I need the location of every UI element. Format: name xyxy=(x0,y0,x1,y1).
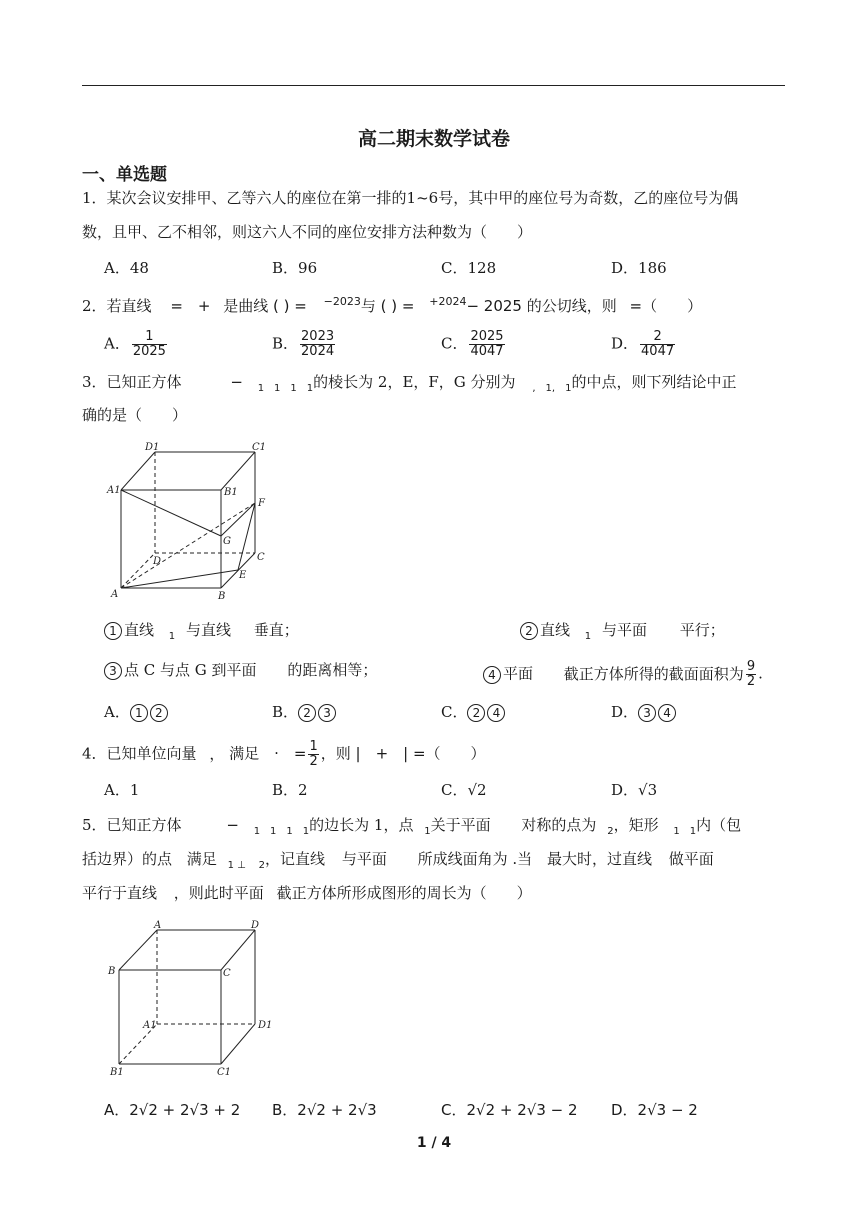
q5-line2f: 与平面 xyxy=(341,850,387,868)
q2-option-b-frac xyxy=(300,330,335,359)
q2-option-b-den: 2024 xyxy=(301,344,335,359)
q3-s2b: 1 xyxy=(584,631,592,642)
label-a1: A1 xyxy=(143,1020,157,1031)
label-a: A xyxy=(154,920,162,931)
q4-frac xyxy=(308,740,318,769)
q2-exp1: −2023 xyxy=(323,295,361,308)
q2-stem xyxy=(82,292,702,316)
circle-icon: 4 xyxy=(487,704,505,722)
q5-line3 xyxy=(82,883,532,903)
q2-tail: − 2025 的公切线，则 xyxy=(466,297,617,315)
q2-f2: ( ) = xyxy=(380,297,415,315)
q3-option-b-label: B． xyxy=(272,703,299,721)
circle-1-icon: 1 xyxy=(104,622,122,640)
q4-frac-den: 2 xyxy=(309,754,318,769)
q3-line1b: − xyxy=(230,373,243,391)
q1-option-a[interactable]: A．48 xyxy=(104,259,149,277)
q5-line1i: ，矩形 xyxy=(613,816,659,834)
q3-line1a: 3．已知正方体 xyxy=(82,373,182,391)
q4-comma: ， xyxy=(209,744,225,763)
label-c1: C1 xyxy=(217,1067,232,1078)
q5-line1f: 关于平面 xyxy=(430,816,491,834)
q3-s1a: 直线 xyxy=(124,621,155,639)
q2-f1: ( ) = xyxy=(273,297,307,315)
q4-option-d[interactable]: D．√3 xyxy=(611,781,658,799)
q5-option-a[interactable]: A．2√2 + 2√3 + 2 xyxy=(104,1101,241,1119)
q5-option-b[interactable]: B．2√2 + 2√3 xyxy=(272,1101,377,1119)
hidden-edge-ad xyxy=(121,553,155,588)
label-f: F xyxy=(258,498,265,509)
q5-line2d: 2 xyxy=(258,860,266,871)
page-title: 高二期末数学试卷 xyxy=(357,128,510,150)
q5-line1 xyxy=(82,815,741,842)
q2-exp2: +2024 xyxy=(429,295,467,308)
q2-option-b-label: B． xyxy=(272,334,299,353)
label-d: D xyxy=(153,556,162,567)
q3-s1d: 垂直； xyxy=(253,621,299,639)
q3-s2a: 直线 xyxy=(540,621,571,639)
q3-s2c: 与平面 xyxy=(601,621,647,639)
q5-cube-figure xyxy=(105,918,280,1080)
q3-cube-figure xyxy=(105,438,280,606)
circle-icon: 2 xyxy=(298,704,316,722)
q2-option-c[interactable] xyxy=(441,330,507,359)
q1-option-b[interactable]: B．96 xyxy=(272,259,318,277)
q2-option-d-label: D． xyxy=(611,334,639,353)
q3-statement-1 xyxy=(104,620,299,647)
q5-line1b: − xyxy=(226,816,239,834)
q2-option-b-num: 2023 xyxy=(301,329,335,344)
q2-option-c-num: 2025 xyxy=(470,329,504,344)
q2-option-d-frac xyxy=(640,330,675,359)
q5-line2g: 所成线面角为 .当 xyxy=(417,850,533,868)
q2-option-c-label: C． xyxy=(441,334,468,353)
edge-a1d1 xyxy=(121,452,155,490)
q2-option-a-frac xyxy=(132,330,167,359)
segment-ef xyxy=(238,503,255,570)
q3-line2: 确的是（ ） xyxy=(82,406,188,424)
q2-option-d-num: 2 xyxy=(640,330,675,345)
q5-line2e: ，记直线 xyxy=(265,850,326,868)
q5-line1g: 对称的点为 xyxy=(521,816,597,834)
q2-option-d-den: 4047 xyxy=(641,344,675,359)
q5-line1j: 1 1 xyxy=(673,826,697,837)
segment-gf xyxy=(221,503,255,536)
q3-option-d[interactable] xyxy=(611,702,678,722)
q4-cond: 满足 · = xyxy=(229,744,307,763)
q3-line1 xyxy=(82,372,736,399)
circle-3-icon: 3 xyxy=(104,662,122,680)
q3-s4-frac-den: 2 xyxy=(746,674,756,689)
q2-prefix: 2．若直线 xyxy=(82,297,152,315)
label-b1: B1 xyxy=(110,1067,124,1078)
label-d: D xyxy=(251,920,260,931)
q2-eq: = + xyxy=(170,297,211,315)
q5-option-c[interactable]: C．2√2 + 2√3 − 2 xyxy=(441,1101,578,1119)
q1-option-d[interactable]: D．186 xyxy=(611,259,667,277)
circle-icon: 3 xyxy=(638,704,656,722)
circle-icon: 3 xyxy=(318,704,336,722)
q1-option-c[interactable]: C．128 xyxy=(441,259,497,277)
q2-option-c-den: 4047 xyxy=(470,344,504,359)
q5-line1h: 2 xyxy=(607,826,614,837)
label-a: A xyxy=(111,589,119,600)
label-b: B xyxy=(218,591,226,602)
q4-option-a[interactable]: A．1 xyxy=(104,781,140,799)
segment-ae xyxy=(121,570,238,588)
label-g: G xyxy=(223,536,231,547)
q5-line3c: 截正方体所形成图形的周长为（ ） xyxy=(276,884,532,902)
q5-line2b: 满足 xyxy=(186,850,217,868)
q3-option-b[interactable] xyxy=(272,702,338,722)
q5-line1c: 1 1 1 1 xyxy=(253,826,310,837)
q3-s2d: 平行； xyxy=(679,621,725,639)
q2-option-a-den: 2025 xyxy=(132,344,166,359)
q2-option-a-label: A． xyxy=(104,334,130,353)
circle-icon: 2 xyxy=(150,704,168,722)
label-e: E xyxy=(239,570,247,581)
q5-line2 xyxy=(82,849,714,876)
q3-s4b: 截正方体所得的截面面积为 xyxy=(563,664,744,683)
q2-option-c-frac xyxy=(469,330,504,359)
q3-s4-frac-num: 9 xyxy=(746,659,756,674)
q4-stem xyxy=(82,740,486,769)
label-c: C xyxy=(257,552,265,563)
edge-b1c1 xyxy=(221,452,255,490)
q1-line1: 1．某次会议安排甲、乙等六人的座位在第一排的1~6号，其中甲的座位号为奇数，乙的座位号为偶 xyxy=(82,189,739,207)
q3-line1e: , 1, 1 xyxy=(532,383,572,394)
q2-option-d[interactable] xyxy=(611,330,677,359)
circle-icon: 1 xyxy=(130,704,148,722)
q2-option-a[interactable] xyxy=(104,330,169,359)
q5-line1k: 内（包 xyxy=(696,816,742,834)
q3-option-c-label: C． xyxy=(441,703,468,721)
q3-line1f: 的中点，则下列结论中正 xyxy=(571,373,737,391)
edge-c1d1 xyxy=(221,1024,255,1064)
q2-ask: =（ ） xyxy=(629,297,703,315)
q4-then: ，则 xyxy=(320,744,351,763)
edge-cd xyxy=(221,930,255,970)
q5-option-d[interactable]: D．2√3 − 2 xyxy=(611,1101,698,1119)
q5-line2h: 最大时，过直线 xyxy=(546,850,652,868)
label-a1: A1 xyxy=(107,485,121,496)
hidden-segment-af xyxy=(121,503,255,588)
q3-s4-end: . xyxy=(758,664,763,683)
header-rule xyxy=(82,85,785,86)
circle-4-icon: 4 xyxy=(483,666,501,684)
q3-statement-4 xyxy=(483,660,763,689)
q1-line2: 数，且甲、乙不相邻，则这六人不同的座位安排方法种数为（ ） xyxy=(82,223,533,241)
page-number: 1 / 4 xyxy=(416,1135,452,1151)
q2-option-a-num: 1 xyxy=(132,330,167,345)
q5-line2i: 做平面 xyxy=(668,850,714,868)
q3-line1d: 的棱长为 2，E，F，G 分别为 xyxy=(313,373,516,391)
q4-abs: | + | =（ ） xyxy=(355,744,486,763)
q3-option-a-label: A． xyxy=(104,703,130,721)
label-b1: B1 xyxy=(224,487,238,498)
q3-option-d-label: D． xyxy=(611,703,639,721)
q3-s4a: 平面 xyxy=(503,664,534,683)
label-c: C xyxy=(223,968,231,979)
q5-line3b: ，则此时平面 xyxy=(173,884,264,902)
q4-option-b[interactable]: B．2 xyxy=(272,781,308,799)
q5-line2c: 1 ⊥ xyxy=(227,860,246,871)
q3-option-a[interactable] xyxy=(104,702,170,722)
section-heading: 一、单选题 xyxy=(82,165,167,185)
q4-option-c[interactable]: C．√2 xyxy=(441,781,487,799)
label-b: B xyxy=(108,966,116,977)
q5-line1d: 的边长为 1，点 xyxy=(309,816,414,834)
edge-ba xyxy=(119,930,157,970)
q3-s3a: 点 C 与点 G 到平面 xyxy=(124,661,257,679)
q4-frac-num: 1 xyxy=(309,739,318,754)
q3-s1c: 与直线 xyxy=(185,621,231,639)
label-c1: C1 xyxy=(252,442,267,453)
segment-a1g xyxy=(121,490,221,536)
circle-icon: 2 xyxy=(467,704,485,722)
circle-2-icon: 2 xyxy=(520,622,538,640)
q5-line1a: 5．已知正方体 xyxy=(82,816,182,834)
q3-s1b: 1 xyxy=(168,631,176,642)
q3-option-c[interactable] xyxy=(441,702,507,722)
q5-line1e: 1 xyxy=(424,826,431,837)
label-d1: D1 xyxy=(145,442,160,453)
q3-line1c: 1 1 1 1 xyxy=(257,383,314,394)
q5-line3a: 平行于直线 xyxy=(82,884,158,902)
circle-icon: 4 xyxy=(658,704,676,722)
q5-line2a: 括边界）的点 xyxy=(82,850,173,868)
q2-mid: 是曲线 xyxy=(223,297,269,315)
q3-s3b: 的距离相等； xyxy=(287,661,378,679)
q3-statement-2 xyxy=(520,620,725,647)
q2-with: 与 xyxy=(360,297,376,315)
q3-s4-frac xyxy=(746,660,756,689)
label-d1: D1 xyxy=(258,1020,273,1031)
q2-option-b[interactable] xyxy=(272,330,337,359)
q4-prefix: 4．已知单位向量 xyxy=(82,744,197,763)
q3-statement-3 xyxy=(104,660,377,680)
